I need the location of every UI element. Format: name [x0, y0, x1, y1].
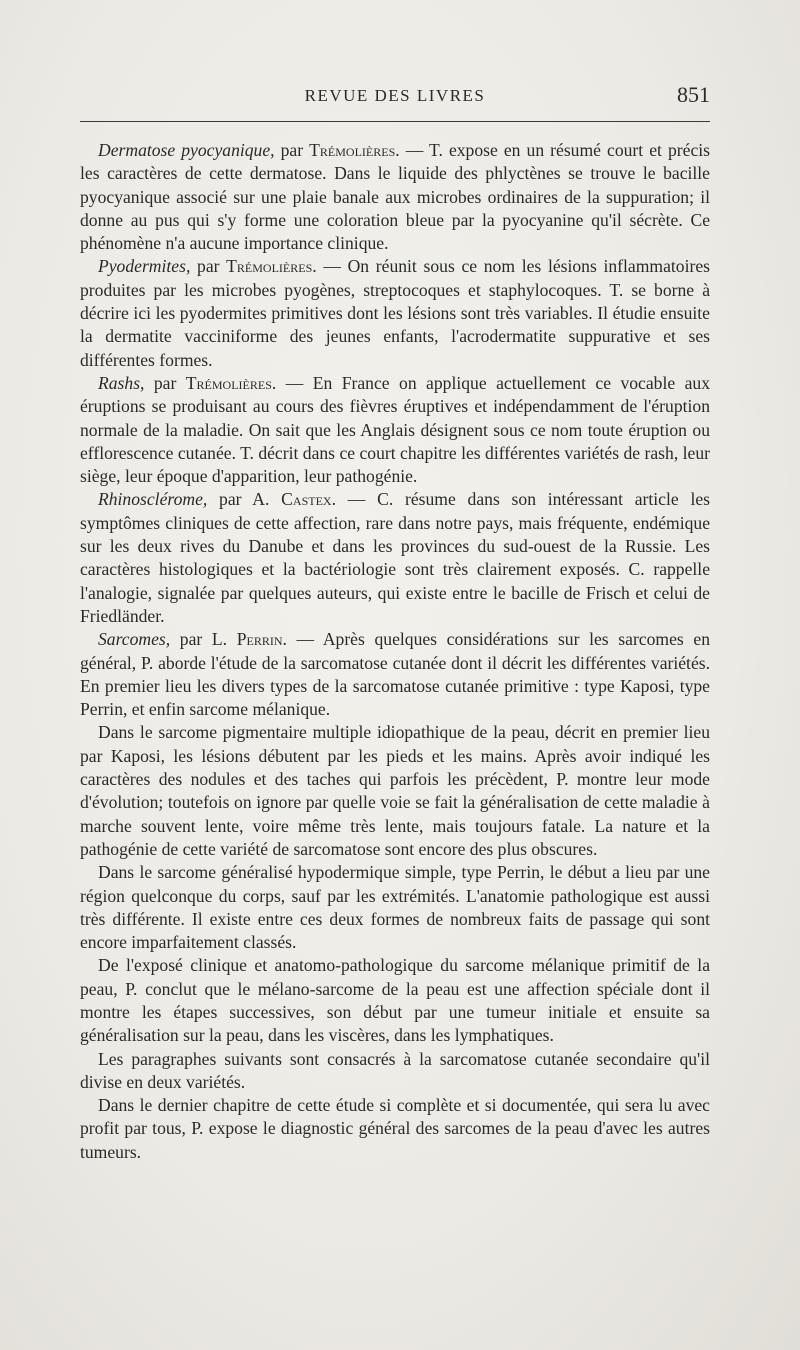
- entry-author: Castex.: [281, 489, 336, 510]
- body-paragraph: Dans le sarcome pigmentaire multiple idiopathique de la peau, décrit en premier lieu par Kaposi, les lésions débutent par les pieds et les mains. Après avoir indiqué les caractères des nodules et des taches qui parfois les précèdent, P. montre leur mode d'évolution; toutefois on ignore par quelle voie se fait la généralisation de cette maladie à marche souvent lente, voire même très lente, mais toujours fatale. La nature et la pathogénie de cette variété de sarcomatose sont encore des plus obscures.: [80, 722, 710, 859]
- entry-author: Trémolières.: [309, 140, 400, 160]
- entry-text: — C. résume dans son intéressant article les symptômes cliniques de cette affection, rare dans notre pays, mais fréquente, endémique sur les deux rives du Danube et dans les provinces du sud-ouest de la Russie. Les caractères histologiques et la bactériologie sont très clairement exposés. C. rappelle l'analogie, signalée par quelques auteurs, qui existe entre le bacille de Frisch et celui de Friedländer.: [80, 489, 710, 626]
- body-paragraph: Dans le sarcome généralisé hypodermique simple, type Perrin, le début a lieu par une région quelconque du corps, sauf par les extrémités. L'anatomie pathologique est aussi très différente. Il existe entre ces deux formes de nombreux faits de passage qui sont encore imparfaitement classés.: [80, 862, 710, 953]
- entry-title: Rashs,: [98, 372, 145, 393]
- entry-text: — En France on applique actuellement ce vocable aux éruptions se produisant au cours des fièvres éruptives et indépendamment de l'éruption normale de la maladie. On sait que les Anglais désignent sous ce nom toute éruption ou efflorescence cutanée. T. décrit dans ce court chapitre les différentes variétés de rash, leur siège, leur époque d'apparition, leur pathogénie.: [80, 372, 710, 487]
- page-number: 851: [677, 82, 710, 107]
- entry-text: — On réunit sous ce nom les lésions inflammatoires produites par les microbes pyogènes, streptocoques et staphylocoques. T. se borne à décrire ici les pyodermites primitives dont les lésions sont très variables. Il étudie ensuite la dermatite vacciniforme des jeunes enfants, l'acrodermatite suppurative et ses différentes formes.: [80, 256, 711, 370]
- entry-text: — Après quelques considérations sur les sarcomes en général, P. aborde l'étude de la sarcomatose cutanée dont il décrit les différentes variétés. En premier lieu les divers types de la sarcomatose cutanée primitive : type Kaposi, type Perrin, et enfin sarcome mélanique.: [80, 629, 711, 720]
- entry-title: Rhinosclérome,: [98, 489, 208, 510]
- page-header: [80, 84, 710, 116]
- entry-rashs: [80, 372, 710, 488]
- entry-text: — T. expose en un résumé court et précis les caractères de cette dermatose. Dans le liquide des phlyctènes se trouve le bacille pyocyanique associé sur une plaie banale aux microbes ordinaires de la suppuration; il donne au pus qui s'y forme une coloration bleue par la pyocyanine qu'il sécrète. Ce phénomène n'a aucune importance clinique.: [80, 140, 711, 254]
- entry-by: par: [274, 140, 310, 160]
- header-rule: [80, 121, 710, 122]
- entry-pyodermites: [80, 255, 710, 371]
- entry-by: par: [190, 256, 227, 277]
- running-head: REVUE DES LIVRES: [304, 86, 486, 105]
- entry-title: Pyodermites,: [98, 256, 191, 277]
- entry-title: Dermatose pyocyanique,: [98, 140, 275, 160]
- entry-by: par L.: [170, 629, 237, 650]
- entry-title: Sarcomes,: [98, 629, 171, 650]
- body-paragraph: Les paragraphes suivants sont consacrés à la sarcomatose cutanée secondaire qu'il divise en deux variétés.: [80, 1048, 710, 1092]
- entry-dermatose-pyocyanique: [80, 139, 710, 255]
- entry-author: Trémolières.: [185, 372, 277, 393]
- body-paragraph: De l'exposé clinique et anatomo-pathologique du sarcome mélanique primitif de la peau, P. conclut que le mélano-sarcome de la peau est une affection spéciale dont il montre les étapes successives, son début par une tumeur initiale et ensuite sa généralisation sur la peau, dans les viscères, dans les lymphatiques.: [80, 955, 710, 1046]
- entry-sarcomes: [80, 628, 710, 721]
- entry-rhinosclerome: [80, 488, 710, 628]
- entry-by: par A.: [207, 489, 282, 510]
- page-body: [80, 139, 710, 1164]
- body-paragraph: Dans le dernier chapitre de cette étude si complète et si documentée, qui sera lu avec profit par tous, P. expose le diagnostic général des sarcomes de la peau d'avec les autres tumeurs.: [80, 1095, 710, 1162]
- entry-author: Trémolières.: [226, 256, 317, 277]
- entry-author: Perrin.: [236, 629, 287, 650]
- entry-by: par: [144, 372, 186, 393]
